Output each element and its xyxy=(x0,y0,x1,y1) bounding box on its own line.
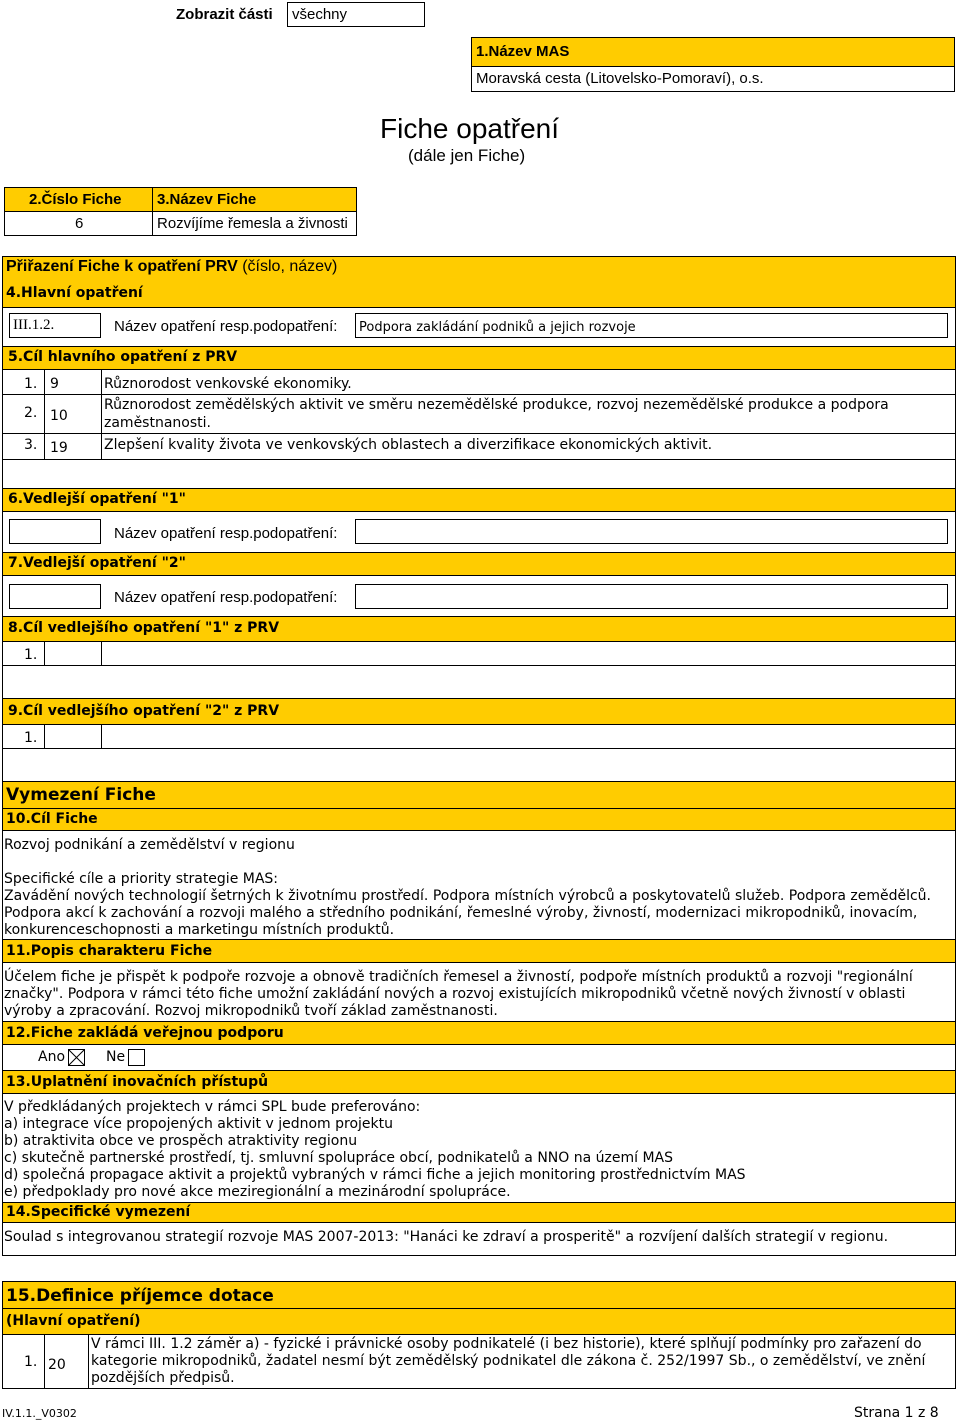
cil-row-n: 1. xyxy=(24,376,38,392)
popis-text: Účelem fiche je přispět k podpoře rozvoje a obnově tradičních řemesel a živností, podpoře místních produktů a rozvoji "regionální značky". Podpora v rámci této fiche umožní zakládání nových a rozvoj existujících mikropodniků včetně nových živností v oblasti výroby a zpracování. Rozvoj mikropodniků tvoří základ zaměstnanosti. xyxy=(4,969,913,1019)
vedlejsi1-nazev-value[interactable] xyxy=(355,519,948,544)
cil-row-code: 10 xyxy=(50,408,68,424)
definice-sub: (Hlavní opatření) xyxy=(2,1308,956,1335)
cil-row-text: Zlepšení kvality života ve venkovských oblastech a diverzifikace ekonomických aktivit. xyxy=(104,437,713,453)
page-title: Fiche opatření xyxy=(380,113,559,144)
ne-checkbox[interactable] xyxy=(128,1049,145,1066)
spec-cile-text: Zavádění nových technologií šetrných k životnímu prostředí. Podpora místních výrobců a poskytovatelů služeb. Podpora zemědělců. Podpora akcí k zachování a rozvoji malého a středního podnikání, řemeslné výroby, živností, modernizaci mikropodniků, inovacím, konkurenceschopnosti a marketingu místních produktů. xyxy=(4,888,932,938)
inovace-line: c) skutečně partnerské prostředí, tj. smluvní spolupráce obcí, podnikatelů a NNO na území MAS xyxy=(4,1150,673,1166)
inovace-label: 13.Uplatnění inovačních přístupů xyxy=(2,1070,956,1094)
specificke-label: 14.Specifické vymezení xyxy=(2,1202,956,1223)
vedlejsi1-code[interactable] xyxy=(9,519,101,544)
cil-vedl2-label: 9.Cíl vedlejšího opatření "2" z PRV xyxy=(2,698,956,725)
cil-vedl2-n: 1. xyxy=(24,730,38,746)
vedlejsi2-nazev-label: Název opatření resp.podopatření: xyxy=(114,589,338,606)
ano-label: Ano xyxy=(38,1049,66,1065)
zobrazit-select[interactable]: všechny xyxy=(287,2,425,27)
footer-page: Strana 1 z 8 xyxy=(854,1405,939,1421)
spacer xyxy=(2,459,956,489)
cil-fiche-label: 10.Cíl Fiche xyxy=(2,808,956,831)
vedlejsi1-nazev-label: Název opatření resp.podopatření: xyxy=(114,525,338,542)
specificke-text: Soulad s integrovanou strategií rozvoje MAS 2007-2013: "Hanáci ke zdraví a prosperitě" a rozvíjení dalších strategií v regionu. xyxy=(4,1229,889,1245)
cil-hlavni-label: 5.Cíl hlavního opatření z PRV xyxy=(2,346,956,370)
definice-text: V rámci III. 1.2 záměr a) - fyzické i právnické osoby podnikatelé (i bez historie), které splňují podmínky pro zařazení do kategorie mikropodniků, žadatel nesmí být zemědělský podnikatel dle zákona č. 252/1997 Sb., o zemědělství, ve znění pozdějších předpisů. xyxy=(91,1336,926,1386)
inovace-line: V předkládaných projektech v rámci SPL bude preferováno: xyxy=(4,1099,421,1115)
vymezeni-title: Vymezení Fiche xyxy=(2,781,956,809)
footer-code: IV.1.1._V0302 xyxy=(2,1407,77,1420)
cil-vedl1-n: 1. xyxy=(24,647,38,663)
page-subtitle: (dále jen Fiche) xyxy=(408,146,526,165)
cil-vedl1-label: 8.Cíl vedlejšího opatření "1" z PRV xyxy=(2,616,956,642)
hlavni-opatreni-code: III.1.2. xyxy=(9,313,101,338)
popis-label: 11.Popis charakteru Fiche xyxy=(2,939,956,963)
spec-cile-label: Specifické cíle a priority strategie MAS: xyxy=(4,871,279,887)
inovace-line: a) integrace více propojených aktivit v jednom projektu xyxy=(4,1116,394,1132)
inovace-line: d) společná propagace aktivit a projektů vybraných v rámci fiche a jejich monitoring prostřednictvím MAS xyxy=(4,1167,746,1183)
cil-vedl2-table xyxy=(2,724,956,782)
cil-fiche-text: Rozvoj podnikání a zemědělství v regionu xyxy=(4,837,295,853)
cil-row-code: 9 xyxy=(50,376,59,392)
cil-row-text: Různorodost zemědělských aktivit ve směru nezemědělské produkce, rozvoj nezemědělské produkce a podpora zaměstnanosti. xyxy=(104,397,889,431)
cislo-fiche-label: 2.Číslo Fiche xyxy=(4,187,153,212)
hlavni-nazev-label: Název opatření resp.podopatření: xyxy=(114,318,338,335)
cil-row-n: 3. xyxy=(24,437,38,453)
ano-checkbox[interactable] xyxy=(68,1049,85,1066)
mas-label: 1.Název MAS xyxy=(471,37,955,67)
nazev-fiche-value: Rozvíjíme řemesla a živnosti xyxy=(152,211,357,236)
vedlejsi2-label: 7.Vedlejší opatření "2" xyxy=(2,552,956,576)
prirazeni-title: Přiřazení Fiche k opatření PRV (číslo, název) xyxy=(6,258,338,275)
definice-title: 15.Definice příjemce dotace xyxy=(2,1281,956,1309)
vedlejsi2-code[interactable] xyxy=(9,584,101,609)
cil-vedl1-table xyxy=(2,641,956,699)
hlavni-opatreni-label: 4.Hlavní opatření xyxy=(6,285,143,301)
vedlejsi1-label: 6.Vedlejší opatření "1" xyxy=(2,488,956,512)
mas-value: Moravská cesta (Litovelsko-Pomoraví), o.s. xyxy=(471,66,955,92)
checkmark-x-icon xyxy=(69,1050,84,1065)
vedlejsi2-nazev-value[interactable] xyxy=(355,584,948,609)
nazev-fiche-label: 3.Název Fiche xyxy=(152,187,357,212)
inovace-line: e) předpoklady pro nové akce meziregionální a mezinárodní spolupráce. xyxy=(4,1184,511,1200)
definice-code: 20 xyxy=(48,1357,66,1373)
cil-row-n: 2. xyxy=(24,405,38,421)
definice-n: 1. xyxy=(24,1354,38,1370)
hlavni-nazev-value[interactable]: Podpora zakládání podniků a jejich rozvoje xyxy=(355,313,948,338)
verejna-podpora-box xyxy=(2,1044,956,1071)
verejna-podpora-label: 12.Fiche zakládá veřejnou podporu xyxy=(2,1021,956,1045)
ne-label: Ne xyxy=(106,1049,126,1065)
cil-row-text: Různorodost venkovské ekonomiky. xyxy=(104,376,352,392)
zobrazit-label: Zobrazit části xyxy=(176,6,273,23)
inovace-line: b) atraktivita obce ve prospěch atraktivity regionu xyxy=(4,1133,358,1149)
cil-row-code: 19 xyxy=(50,440,68,456)
cislo-fiche-value: 6 xyxy=(4,211,153,236)
